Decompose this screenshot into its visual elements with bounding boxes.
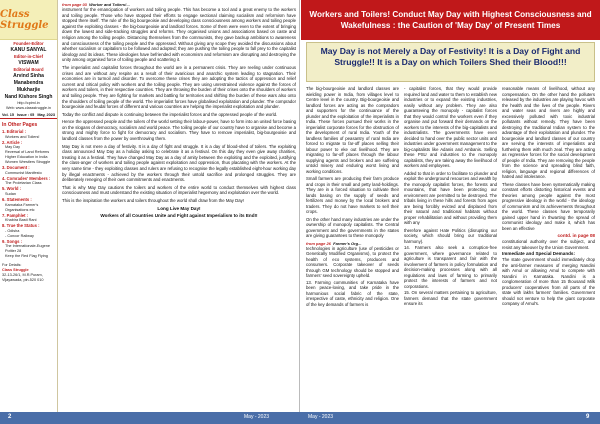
volume-row	[0, 112, 57, 118]
demand-item: 15. On several matters pertaining to agriculture, farmers demand that the state government ensure its	[404, 290, 497, 306]
footer-label: For Details:	[2, 263, 22, 268]
toc-heading: In Other Pages	[0, 118, 57, 129]
board-role: Editorial Board	[13, 67, 44, 72]
article-paragraph: These classes have been systematically making constant efforts distorting historical events and theories among people against the most progressive ideology in the world - the ideology of communism and its achievements throughout the world. These classes have temporarily gained upper hand in thwarting the spread of communist ideology and make it, which has been an effective	[502, 181, 595, 231]
section-heading: Immediate and Special Demands:	[502, 251, 576, 256]
continuation-title: Worker and Toilers!...	[89, 2, 130, 7]
headline: Workers and Toilers! Conduct May Day with Highest Consciousness and Wakefulness : the Caution of 'May Day' of Present Times	[309, 10, 592, 30]
column-1	[306, 86, 399, 404]
website-link[interactable]: http://cpiml.in	[17, 101, 40, 105]
toc-section[interactable]: 8. True the Status :	[2, 223, 40, 229]
right-page	[301, 0, 600, 424]
volume: Vol. 15	[2, 113, 14, 117]
article-paragraph: - capitalist forces, that they would provide required land and water to them to establish new industries or to expand the existing industries, easily without any problem. They are also guaranteeing the monopoly - capitalist forces that they would control the workers even if they organise and put forward their demands on the workers to the interests of the big-capitalists and industrialists. The governments have even decided to hand over the public sector units and industries under government management to the big-capitalists like Adanis and Ambanis. Selling these PSU and industries to the monopoly capitalists, they are taking away the livelihood of workers and employees.	[404, 86, 497, 168]
footer-org: Class Struggle	[2, 268, 29, 273]
article-paragraph: reasonable means of livelihood, without any compensation. On the other hand the polluters released by the industries are playing havoc with the health and the lives of the people. Rivers and water seas and rivers are highly and excessively polluted with toxic industrial pollutants without remedy. They have been destroying the traditional Indian system to the advantage of their exploitation and plunder. The bourgeoisie and landlord classes of our country are serving the interests of imperialists and furthering them with much zeal. They are acting as regressive forces for the social development of people of India. They are removing the people from the science and spreading blind faith, religion, language and regional differences of hatred and intolerance.	[502, 86, 595, 179]
continuation-title: Farmer's Org...	[333, 240, 362, 246]
left-article	[62, 2, 296, 219]
issue-date: May, 2023	[37, 113, 55, 117]
article-paragraph: Small farmers are producing their farm produce and crops in their small and petty land-holdings. They are in a forced situation to cultivate their lands basing on the supply of seeds and fertilizers and money by the local brokers and traders. They do not have markets to sell their crops.	[306, 176, 399, 214]
toc-item[interactable]: Keep the Red Flag Flying	[5, 254, 48, 259]
footer-address-line: Vijayawada, pin-520 010	[2, 278, 44, 283]
article-paragraph: The state government should immediately drop the anti-farmer measures of merging Nandini with Amul or allowing Amul to compete with Nandini in Karnataka. Nandini is a conglomeration of more than 15 thousand Milk producers' cooperatives from all parts of the state with lakhs farmers' families. Government should not venture to help the giant corporate company of Amul's.	[502, 257, 595, 306]
website-link-2[interactable]: Web: www.classstruggle.in	[5, 106, 52, 110]
sidebar	[0, 0, 58, 412]
footer-band	[0, 412, 600, 424]
article-paragraph: The imperialist and capitalist forces throughout the world are in a permanent crisis. They are reeling under continuous crises and are without any respite as a result of their avaricious and anarchic system leading to stagnation. Their economies are in turmoil and disorder. To overcome these crises they are adopting the tactics of oppression and relief current and critical policy with workers and the toiling people. They are using unrestrained violence against the forces of workers and toilers, in their respective countries. They are throwing the burden of their crises onto the shoulders of workers and toiling people. They are fighting for markets and battling for territories and shifting the burden of these wars also onto the shoulders of toiling people of the world. The imperialist forces have globalised exploitation and plunder. The comprador bourgeoisie and feudal forces of different and various countries are helping the imperialist exploitation and plunder.	[62, 64, 296, 110]
headline-banner	[301, 0, 600, 40]
column-2	[404, 86, 497, 404]
toc-section[interactable]: 9. Songs :	[2, 238, 23, 244]
toc-item[interactable]: Khabira Basti Rani	[5, 218, 37, 223]
continuation-page[interactable]: from page 26	[306, 240, 331, 246]
issue-label-right: May - 2023	[308, 414, 334, 420]
demand-item: 13. Farming communities of Karnataka have been peace-loving, and take pride in the harmonious social fabric of the state, irrespective of caste, ethnicity and religion. One of the key demands of farmers is	[306, 279, 399, 307]
toc-section[interactable]: 5. World :	[2, 186, 21, 192]
sidebar-footer	[0, 263, 57, 283]
toc-section[interactable]: 6. Statements :	[2, 196, 32, 202]
subheadline: May Day is not Merely a Day of Festivity! It is a Day of Fight and Struggle!! It is a Day on which Toilers Shed their Blood!!!	[320, 46, 581, 67]
footer-address-line: 32-13-26/1, M.R.Puram,	[2, 273, 43, 278]
toc-section[interactable]: 2. Article :	[2, 139, 23, 145]
article-paragraph: The big-bourgeoisie and landlord classes are wielding power in India, from villages level to Centre level in the country. Big-bourgeoisie and landlord forces are acting as the compradors and supporters for the continuance of the plunder and the exploitation of the imperialists in India. These forces pursued their works in the imperialist corporate forces for the obstruction of the development of rural India. Youth of the landless families of peasantry of rural India are forced to migrate to far-off places selling their labour power to eke out livelihood. They are migrating to far-off places through the labour supplying agents and brokers and are suffering untold misery and enduring worst living and working conditions.	[306, 86, 399, 174]
continued-link[interactable]: contd. in page 08	[557, 233, 595, 238]
toc-item[interactable]: The Internationale-Eugene Pottier 28	[5, 244, 50, 254]
founder-name: KANU SANYAL	[10, 47, 47, 53]
toc-section[interactable]: 1. Editorial :	[2, 129, 26, 134]
page-number-right: 9	[586, 414, 590, 420]
article-paragraph: Added to that in order to facilitate to plunder and exploit the underground resources and wealth by the monopoly capitalist forces, the forests and mountains, that have been protecting our environment are permitted to be destroyed. The tribals living in these hills and forests from ages are being forcibly evicted and displaced from their natural and traditional habitats without proper rehabilitation and without providing them with any	[404, 170, 497, 225]
table-of-contents	[0, 129, 57, 259]
closing-slogan: Workers of all Countries Unite and Fight against Imperialism to its End!!	[100, 212, 258, 218]
masthead	[0, 0, 57, 40]
issue: Issue : 05	[16, 113, 35, 117]
editor-role: Editor-in-Chief	[13, 54, 44, 59]
toc-item[interactable]: Communist Manifesto	[5, 170, 42, 175]
founder-block	[0, 40, 57, 112]
toc-item[interactable]: The Proletarian Class	[5, 181, 42, 186]
board-member: Arvind Sinha	[13, 73, 44, 79]
article-paragraph: Today the conflict and dispute is continuing between the imperialist forces and the oppressed people of the world.	[62, 111, 278, 117]
toc-item[interactable]: May Day	[5, 145, 20, 150]
masthead-title: Class Struggle	[0, 8, 49, 31]
toc-section[interactable]: 3. Document :	[2, 165, 30, 171]
demand-item: constitutional authority over the subject, and resist any takeover by the Union Government.	[502, 239, 595, 250]
toc-item[interactable]: Workers and Toilers!	[5, 134, 40, 139]
article-paragraph: instrument for the emancipation of workers and toiling people. This has become a tool and a great enemy to the workers and toiling people. Those who have stopped their efforts to engage sectional claiming socialism and reformism have stopped there itself. The rule of the big bourgeoisie and developing class consciousness among workers and toiling people against the exploiting classes - the big-bourgeoisie and landlord forces. Some of them were even to the extent of bringing down the lowest and side-tracking struggles and reforms. They organised unions and associations based on caste and religion among the toiling people. Distancing themselves from the communists, they gave backup ambitions to awareness and consciousness of the toiling people and the oppressed. Without giving any scope they avoided the discussions about whether socialism or capitalism to be followed and adopted; they are pushing the toiling people to fall prey to the capitalist ideology and its ideas. These ideologies have befriended with economism and reformism are disrupting and destroying the unity among organised force of toiling people and scattering it.	[62, 7, 296, 63]
demand-item: technologies in agriculture (use of pesticides or Genetically Modified Organisms), to protect the health of eco systems, producers and consumers. Corporate takeover of seeds through GM technology should be stopped and farmers' seed sovereignty upheld.	[306, 245, 399, 278]
slogan: Long Live May Day!	[157, 205, 201, 211]
issue-label-left: May - 2023	[244, 414, 270, 420]
toc-item[interactable]: - Concor Railway	[5, 233, 34, 238]
toc-item[interactable]: - Odisha	[5, 228, 20, 233]
continuation-page[interactable]: from page 03	[62, 2, 87, 7]
article-paragraph: That is why May Day cautions the toilers and workers of the entire world to conduct themselves with highest class consciousness and must understand the existing situation of imperialist hegemony and exploitation over the world.	[62, 184, 296, 196]
toc-item[interactable]: Reversal of Land Reforms	[5, 150, 50, 155]
board-member: Nand Kishore Singh	[4, 94, 53, 100]
demand-item: 14. Farmers also seek a corruption-free government, where governance related to agriculture is transparent and fair with the involvement of farmers in policy formulation and decision-making processes along with all regulations and laws of farming to primarily protect the interests of farmers and not corporations.	[404, 245, 497, 289]
article-paragraph: On the other hand many industries are under the ownership of monopoly capitalists. The Central government and the governments in the states are giving guarantees to these monopoly	[306, 216, 399, 238]
article-paragraph: Hence the oppressed people and the toilers of the world setting their labour-power, have to form into an united force basing on the slogans of democracy, socialism and world peace. The toiling people of our country have to organise and become a strong and mighty force to fight for democracy and socialism. They have to remove imperialist, big-bourgeoisie and landlord classes from the power by overthrowing them.	[62, 119, 296, 142]
toc-item[interactable]: Sudan	[5, 191, 16, 196]
demand-item: therefore against Hate Politics (disrupting our society, which should bring our traditional harmony).	[404, 227, 497, 244]
board-member: Manabendra Mukharjie	[13, 80, 44, 93]
toc-item[interactable]: Karnataka Farmer's Organisations etc	[5, 202, 39, 212]
toc-section[interactable]: 7. Pamphlet :	[2, 212, 29, 218]
toc-section[interactable]: 4. Comrades' Members :	[2, 175, 51, 181]
founder-role: Founder-Editor	[13, 41, 44, 46]
page-number-left: 2	[8, 414, 12, 420]
column-3	[502, 86, 595, 404]
article-columns	[306, 86, 595, 404]
editor-name: VISWAM	[18, 60, 39, 66]
article-paragraph: This is the inspiration the workers and toilers throughout the world shall draw from the May Day!	[62, 198, 244, 203]
toc-item[interactable]: Women Wrestlers Struggle	[5, 160, 51, 165]
article-paragraph: May Day is not mere a day of festivity. It is a day of fight and struggle. It is a day of blood-shed of toilers. The exploiting class announced May Day as a holiday asking to celebrate it as a festival. On this day they even give away charities, treating it as a festival. They have changed May Day as a day of amity between the exploiting and the exploited, justifying the class-anger of workers and toiling people against exploitation and oppression, thus placating with the workers. At the very same time - they exploiting classes and rulers are refusing to recognise the legally established eight-hour working day by illegal enactments - achieved by the workers through their untold sacrifice and prolonged struggles. They are deliberately reneging of their own commitments and enactments.	[62, 143, 296, 183]
subheadline-box	[306, 42, 595, 82]
toc-item[interactable]: Higher Education in India	[5, 155, 48, 160]
